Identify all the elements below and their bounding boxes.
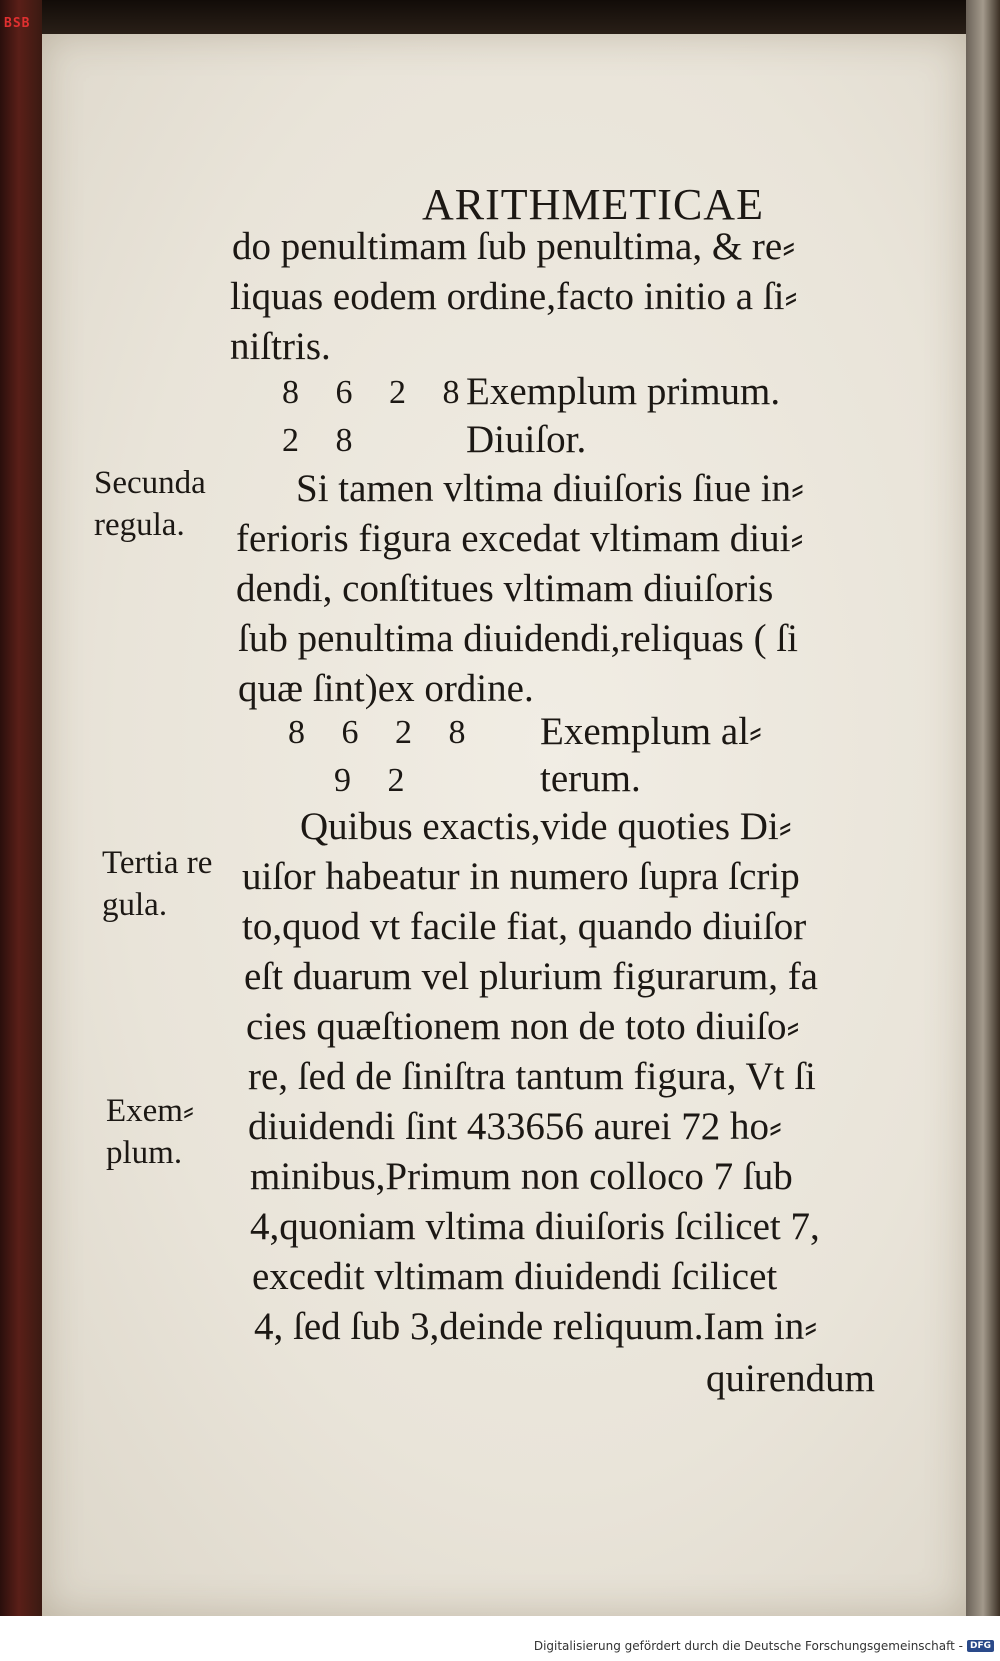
margin-note-exemplum: Exem⸗ plum. <box>106 1093 194 1171</box>
text-line: eſt duarum vel plurium figurarum, fa <box>244 955 818 998</box>
text-line: 4, ſed ſub 3,deinde reliquum.Iam in⸗ <box>254 1305 818 1348</box>
dfg-logo-icon: DFG <box>967 1640 994 1652</box>
divisor-label: Diuiſor. <box>466 418 587 461</box>
text-line: 4,quoniam vltima diuiſoris ſcilicet 7, <box>250 1205 820 1248</box>
text-line: niſtris. <box>230 325 331 368</box>
text-line: diuidendi ſint 433656 aurei 72 ho⸗ <box>248 1105 783 1148</box>
book-binding-right <box>966 0 1000 1661</box>
text-line: to,quod vt facile fiat, quando diuiſor <box>242 905 807 948</box>
funding-credit <box>534 1639 994 1653</box>
book-binding-left <box>0 0 42 1661</box>
scan-top-edge <box>0 0 1000 36</box>
running-header: ARITHMETICAE <box>422 180 764 229</box>
library-stamp: BSB <box>4 16 31 31</box>
footer-bar <box>0 1616 1000 1661</box>
text-line: excedit vltimam diuidendi ſcilicet <box>252 1255 778 1298</box>
text-line: ſub penultima diuidendi,reliquas ( ſi <box>238 617 798 660</box>
example-divisor: 2 8 <box>282 422 367 459</box>
margin-note-tertia: Tertia re gula. <box>102 845 213 923</box>
example-label: Exemplum al⸗ <box>540 710 763 753</box>
example-divisor: 9 2 <box>334 762 419 799</box>
text-line: liquas eodem ordine,facto initio a ſi⸗ <box>230 275 798 318</box>
text-line: quæ ſint)ex ordine. <box>238 667 534 710</box>
text-line: Si tamen vltima diuiſoris ſiue in⸗ <box>296 467 805 510</box>
text-line: re, ſed de ſiniſtra tantum figura, Vt ſi <box>248 1055 816 1098</box>
text-line: uiſor habeatur in numero ſupra ſcrip <box>242 855 800 898</box>
example-dividend: 8 6 2 8 <box>282 374 474 411</box>
text-line: cies quæſtionem non de toto diuiſo⸗ <box>246 1005 800 1048</box>
text-line: do penultimam ſub penultima, & re⸗ <box>232 225 796 268</box>
text-line: Quibus exactis,vide quoties Di⸗ <box>300 805 792 848</box>
example-dividend: 8 6 2 8 <box>288 714 480 751</box>
margin-note-secunda: Secunda regula. <box>94 465 206 543</box>
text-line: minibus,Primum non colloco 7 ſub <box>250 1155 793 1198</box>
example-label: terum. <box>540 757 641 800</box>
text-line: ferioris figura excedat vltimam diui⸗ <box>236 517 804 560</box>
catchword: quirendum <box>706 1357 875 1400</box>
funding-credit-text: Digitalisierung gefördert durch die Deutsche Forschungsgemeinschaft - <box>533 1639 963 1653</box>
example-label: Exemplum primum. <box>466 370 781 413</box>
book-page <box>42 34 966 1616</box>
text-line: dendi, conſtitues vltimam diuiſoris <box>236 567 774 610</box>
